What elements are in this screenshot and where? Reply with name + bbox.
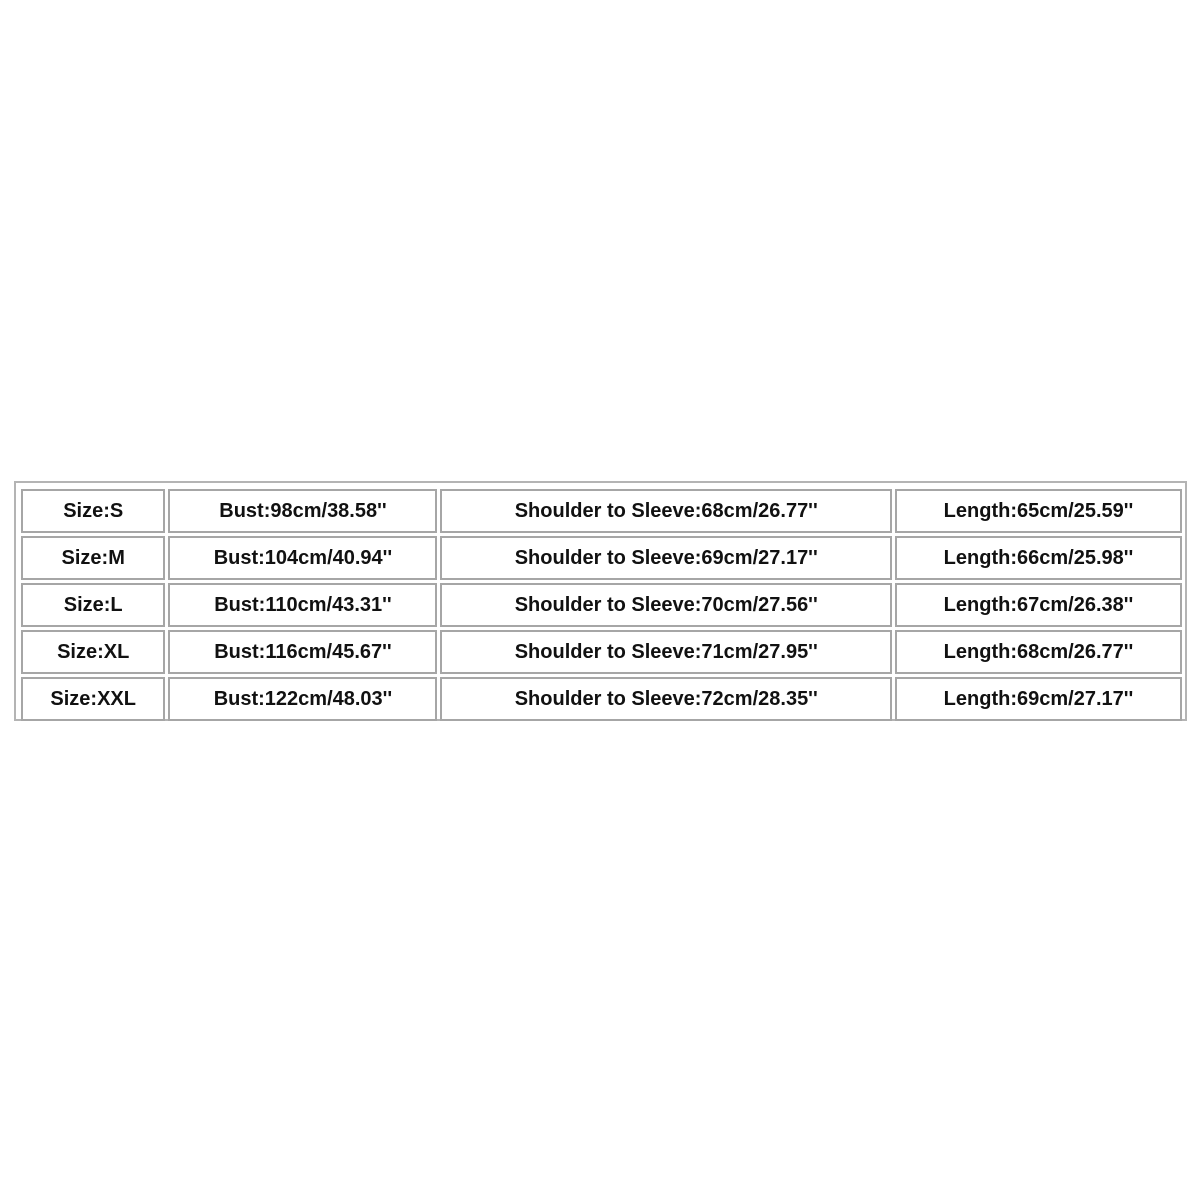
shoulder-to-sleeve-cell: Shoulder to Sleeve:69cm/27.17'' <box>440 536 891 580</box>
length-cell: Length:68cm/26.77'' <box>895 630 1182 674</box>
shoulder-to-sleeve-cell: Shoulder to Sleeve:72cm/28.35'' <box>440 677 891 721</box>
bust-cell: Bust:122cm/48.03'' <box>168 677 437 721</box>
bust-cell: Bust:104cm/40.94'' <box>168 536 437 580</box>
shoulder-to-sleeve-cell: Shoulder to Sleeve:68cm/26.77'' <box>440 489 891 533</box>
table-row <box>21 536 1182 580</box>
table-row <box>21 677 1182 721</box>
size-cell: Size:L <box>21 583 165 627</box>
length-cell: Length:65cm/25.59'' <box>895 489 1182 533</box>
table-row <box>21 489 1182 533</box>
bust-cell: Bust:116cm/45.67'' <box>168 630 437 674</box>
shoulder-to-sleeve-cell: Shoulder to Sleeve:71cm/27.95'' <box>440 630 891 674</box>
size-cell: Size:XL <box>21 630 165 674</box>
size-cell: Size:S <box>21 489 165 533</box>
shoulder-to-sleeve-cell: Shoulder to Sleeve:70cm/27.56'' <box>440 583 891 627</box>
size-cell: Size:M <box>21 536 165 580</box>
length-cell: Length:69cm/27.17'' <box>895 677 1182 721</box>
size-chart <box>14 481 1187 721</box>
bust-cell: Bust:98cm/38.58'' <box>168 489 437 533</box>
length-cell: Length:66cm/25.98'' <box>895 536 1182 580</box>
table-row <box>21 630 1182 674</box>
length-cell: Length:67cm/26.38'' <box>895 583 1182 627</box>
size-table <box>18 486 1185 724</box>
bust-cell: Bust:110cm/43.31'' <box>168 583 437 627</box>
table-row <box>21 583 1182 627</box>
size-cell: Size:XXL <box>21 677 165 721</box>
